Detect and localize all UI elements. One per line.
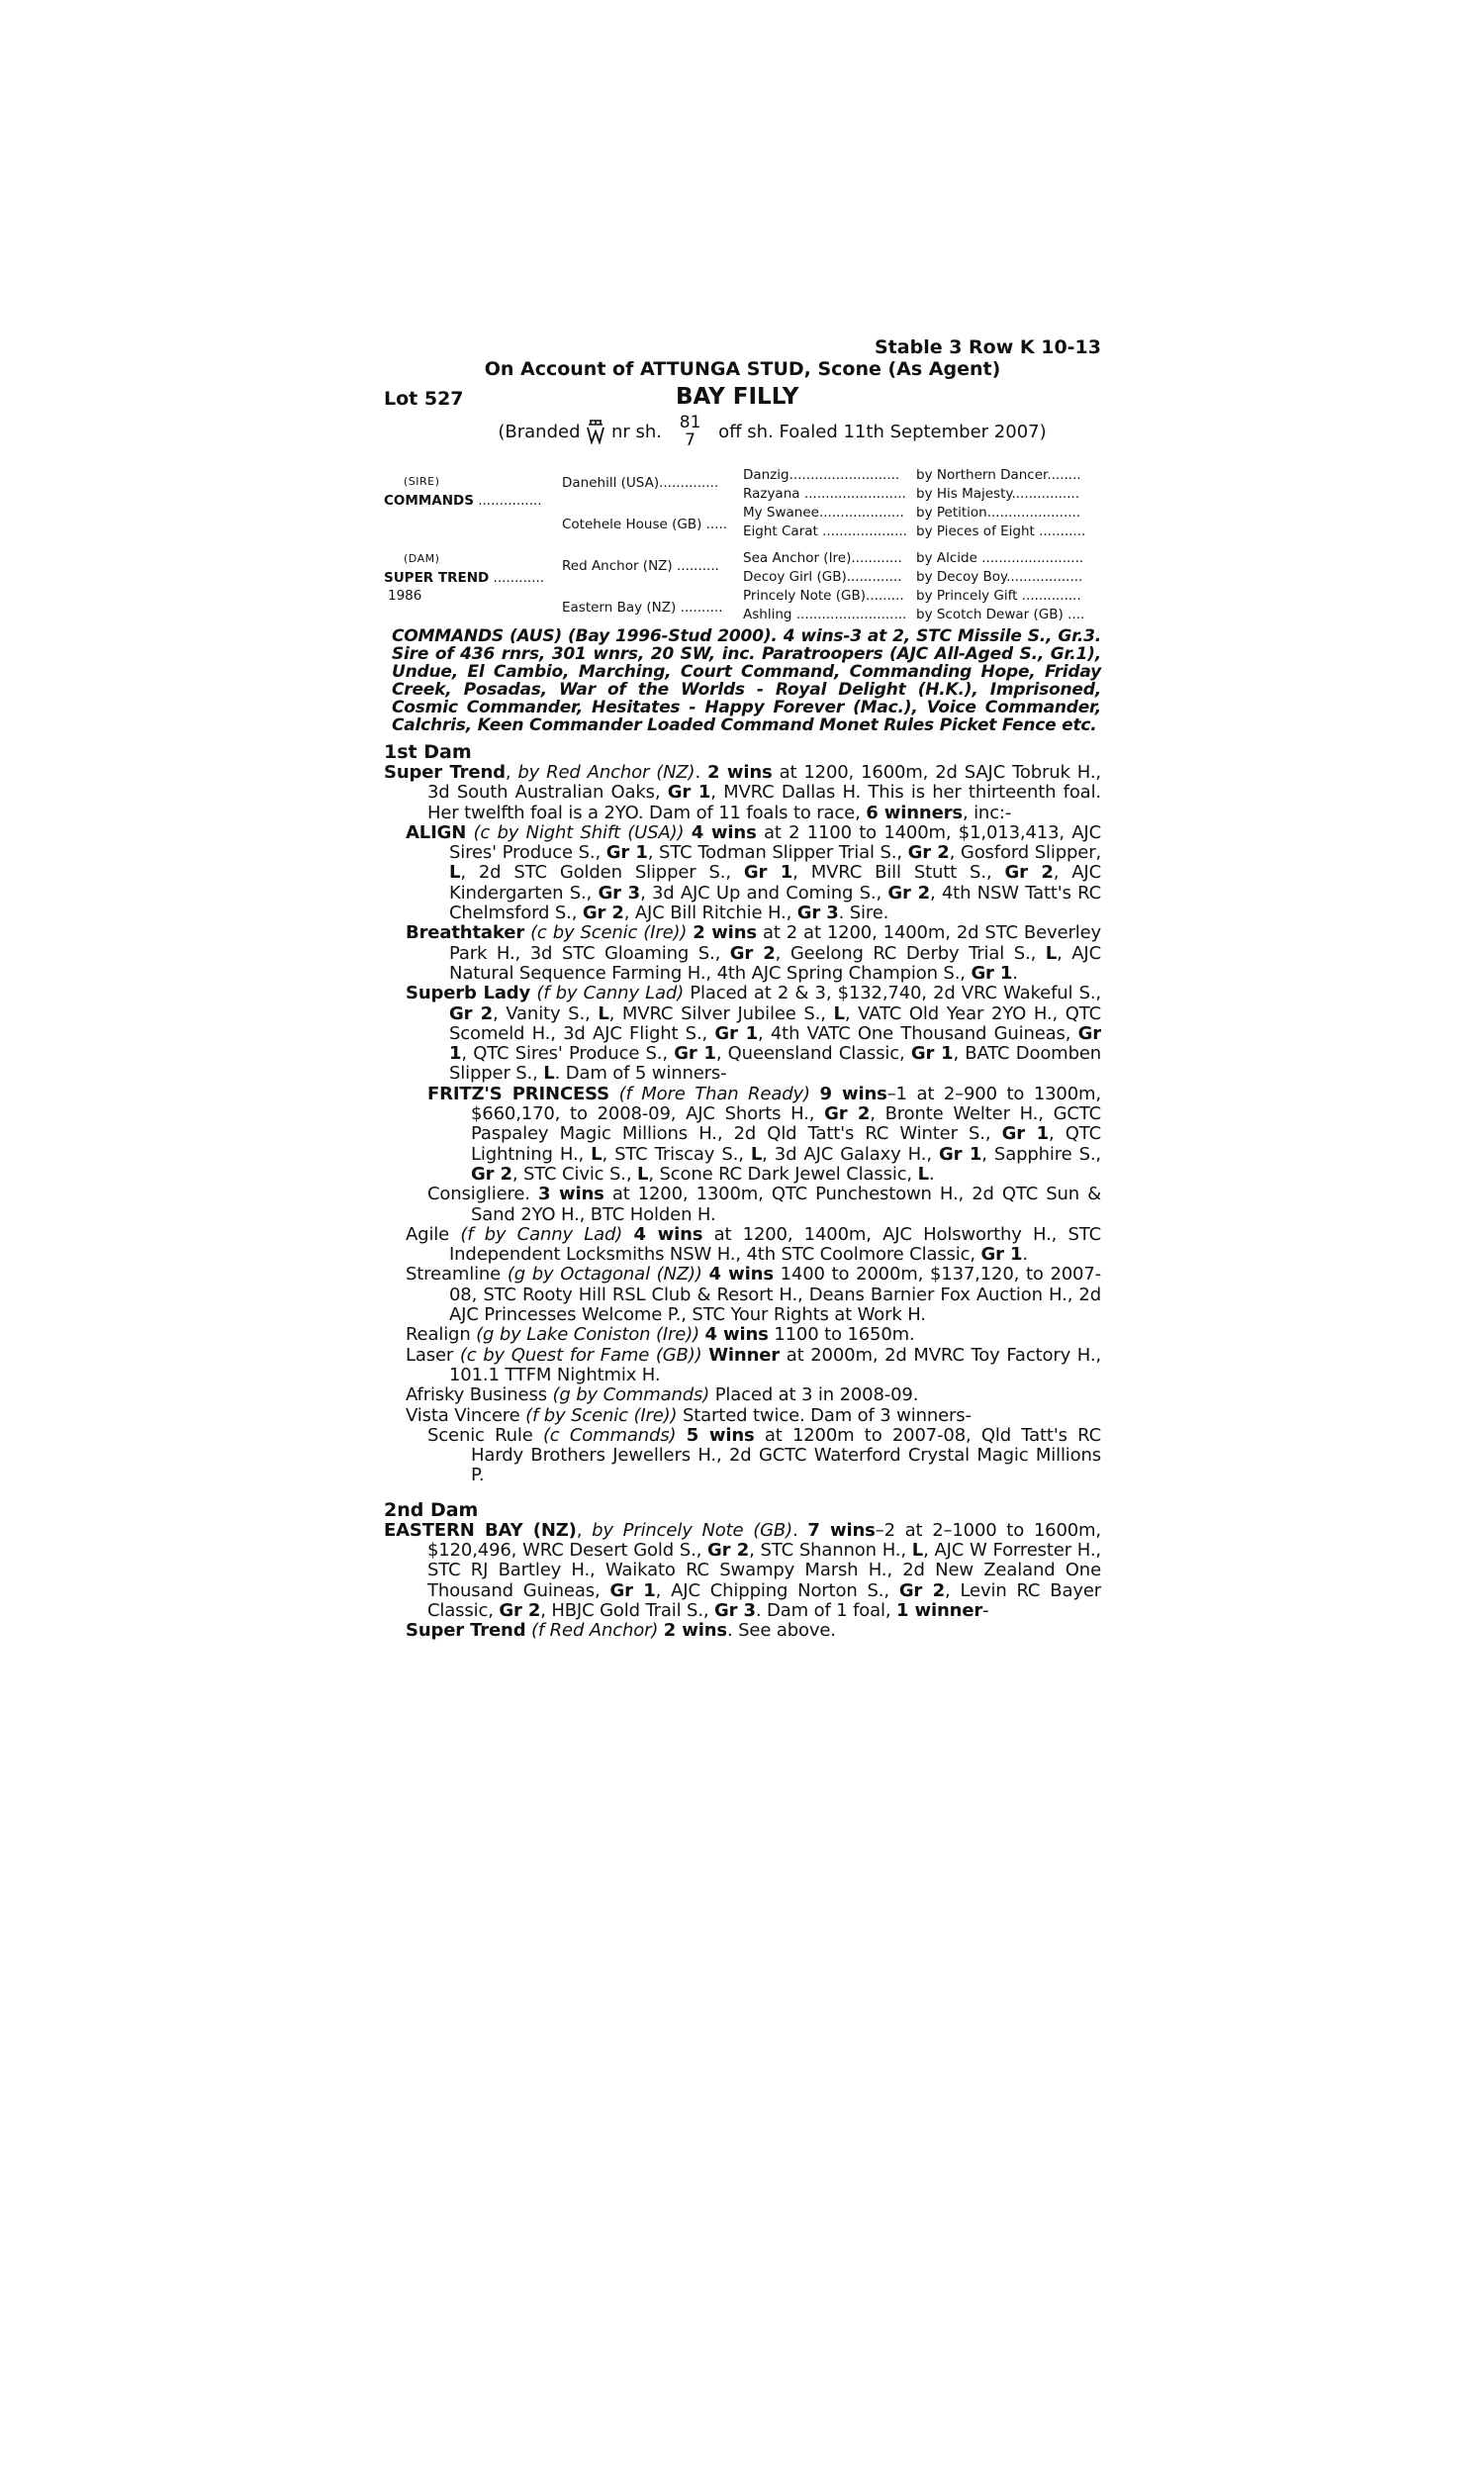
- pedigree-gen2: Red Anchor (NZ) ..........: [562, 558, 719, 574]
- race-record-entry: Realign (g by Lake Coniston (Ire)) 4 wins 1100 to 1650m.: [406, 1324, 915, 1346]
- second-dam-entries: [384, 1521, 1101, 1642]
- pedigree-gen4: by Petition......................: [916, 505, 1081, 521]
- pedigree-gen3: Eight Carat ....................: [743, 523, 907, 539]
- pedigree-gen4: by Pieces of Eight ...........: [916, 523, 1086, 539]
- sire-tag: (SIRE): [404, 475, 440, 488]
- race-record-entry: Laser (c by Quest for Fame (GB)) Winner at 2000m, 2d MVRC Toy Factory H., 101.1 TTFM Nightmix H.: [406, 1344, 1102, 1385]
- pedigree-gen3: Razyana ........................: [743, 486, 906, 502]
- brand-mid: nr sh.: [610, 421, 663, 442]
- race-record-entry: Super Trend, by Red Anchor (NZ). 2 wins at 1200, 1600m, 2d SAJC Tobruk H., 3d South Australian Oaks, Gr 1, MVRC Dallas H. This is her thirteenth foal. Her twelfth foal is a 2YO. Dam of 11 foals to race, 6 winners, inc:-: [384, 762, 1101, 823]
- sire-summary: COMMANDS (AUS) (Bay 1996-Stud 2000). 4 wins-3 at 2, STC Missile S., Gr.3. Sire of 436 rnrs, 301 wnrs, 20 SW, inc. Paratroopers (AJC All-Aged S., Gr.1), Undue, El Cambio, Marching, Court Command, Commanding Hope, Friday Creek, Posadas, War of the Worlds - Royal Delight (H.K.), Imprisoned, Cosmic Commander, Hesitates - Happy Forever (Mac.), Voice Commander, Calchris, Keen Commander Loaded Command Monet Rules Picket Fence etc.: [392, 626, 1101, 735]
- pedigree-gen3: Danzig..........................: [743, 467, 900, 483]
- dam-tag: (DAM): [404, 552, 440, 565]
- pedigree-gen4: by Northern Dancer........: [916, 467, 1081, 483]
- race-record-entry: Super Trend (f Red Anchor) 2 wins. See above.: [406, 1620, 836, 1642]
- pedigree-gen4: by Decoy Boy..................: [916, 569, 1083, 585]
- pedigree-gen4: by His Majesty................: [916, 486, 1080, 502]
- brand-mark-icon: [586, 419, 605, 444]
- stable-location: Stable 3 Row K 10-13: [875, 336, 1101, 358]
- vendor-account: On Account of ATTUNGA STUD, Scone (As Agent): [484, 358, 1001, 380]
- dam-name: SUPER TREND ............: [384, 570, 545, 586]
- pedigree-gen3: Decoy Girl (GB).............: [743, 569, 902, 585]
- race-record-entry: Vista Vincere (f by Scenic (Ire)) Started twice. Dam of 3 winners-: [406, 1404, 972, 1426]
- pedigree-gen3: Princely Note (GB).........: [743, 588, 904, 604]
- lot-row: [384, 384, 1101, 414]
- pedigree-gen4: by Alcide ........................: [916, 550, 1084, 566]
- lot-number: Lot 527: [384, 388, 464, 410]
- fraction-denominator: 7: [685, 430, 696, 450]
- pedigree-gen4: by Scotch Dewar (GB) ....: [916, 607, 1085, 622]
- catalogue-page: [384, 336, 1101, 1641]
- fraction-numerator: 81: [679, 413, 701, 432]
- race-record-entry: Consigliere. 3 wins at 1200, 1300m, QTC Punchestown H., 2d QTC Sun & Sand 2YO H., BTC Holden H.: [427, 1184, 1101, 1225]
- second-dam-heading: 2nd Dam: [384, 1498, 479, 1521]
- race-record-entry: EASTERN BAY (NZ), by Princely Note (GB). 7 wins–2 at 2–1000 to 1600m, $120,496, WRC Desert Gold S., Gr 2, STC Shannon H., L, AJC W Forrester H., STC RJ Bartley H., Waikato RC Swampy Marsh H., 2d New Zealand One Thousand Guineas, Gr 1, AJC Chipping Norton S., Gr 2, Levin RC Bayer Classic, Gr 2, HBJC Gold Trail S., Gr 3. Dam of 1 foal, 1 winner-: [384, 1519, 1102, 1621]
- race-record-entry: Streamline (g by Octagonal (NZ)) 4 wins 1400 to 2000m, $137,120, to 2007-08, STC Rooty Hill RSL Club & Resort H., Deans Barnier Fox Auction H., 2d AJC Princesses Welcome P., STC Your Rights at Work H.: [406, 1264, 1102, 1326]
- pedigree-gen4: by Princely Gift ..............: [916, 588, 1081, 604]
- pedigree-gen2: Danehill (USA)..............: [562, 475, 719, 491]
- first-dam-entries: [384, 763, 1101, 1486]
- race-record-entry: Superb Lady (f by Canny Lad) Placed at 2 & 3, $132,740, 2d VRC Wakeful S., Gr 2, Vanity S., L, MVRC Silver Jubilee S., L, VATC Old Year 2YO H., QTC Scomeld H., 3d AJC Flight S., Gr 1, 4th VATC One Thousand Guineas, Gr 1, QTC Sires' Produce S., Gr 1, Queensland Classic, Gr 1, BATC Doomben Slipper S., L. Dam of 5 winners-: [406, 983, 1102, 1085]
- race-record-entry: Agile (f by Canny Lad) 4 wins at 1200, 1400m, AJC Holsworthy H., STC Independent Locksmiths NSW H., 4th STC Coolmore Classic, Gr 1.: [406, 1223, 1101, 1266]
- brand-prefix: (Branded: [498, 421, 581, 442]
- brand-suffix: off sh. Foaled 11th September 2007): [718, 421, 1047, 442]
- first-dam-heading: 1st Dam: [384, 741, 472, 763]
- sire-name: COMMANDS ...............: [384, 493, 542, 509]
- pedigree-gen2: Cotehele House (GB) .....: [562, 517, 728, 532]
- race-record-entry: Afrisky Business (g by Commands) Placed at 3 in 2008-09.: [406, 1384, 919, 1406]
- dam-year: 1986: [388, 588, 422, 604]
- race-record-entry: Breathtaker (c by Scenic (Ire)) 2 wins at 2 at 1200, 1400m, 2d STC Beverley Park H., 3d STC Gloaming S., Gr 2, Geelong RC Derby Trial S., L, AJC Natural Sequence Farming H., 4th AJC Spring Champion S., Gr 1.: [406, 922, 1101, 984]
- pedigree-gen3: My Swanee....................: [743, 505, 904, 521]
- pedigree-gen3: Ashling ..........................: [743, 607, 907, 622]
- brand-fraction: [680, 414, 701, 449]
- lot-title: BAY FILLY: [676, 384, 799, 410]
- race-record-entry: FRITZ'S PRINCESS (f More Than Ready) 9 wins–1 at 2–900 to 1300m, $660,170, to 2008-09, AJC Shorts H., Gr 2, Bronte Welter H., GCTC Paspaley Magic Millions H., 2d Qld Tatt's RC Winter S., Gr 1, QTC Lightning H., L, STC Triscay S., L, 3d AJC Galaxy H., Gr 1, Sapphire S., Gr 2, STC Civic S., L, Scone RC Dark Jewel Classic, L.: [427, 1083, 1102, 1185]
- pedigree-gen3: Sea Anchor (Ire)............: [743, 550, 902, 566]
- pedigree-gen2: Eastern Bay (NZ) ..........: [562, 600, 723, 616]
- brand-line: [443, 414, 1101, 451]
- race-record-entry: Scenic Rule (c Commands) 5 wins at 1200m to 2007-08, Qld Tatt's RC Hardy Brothers Jewellers H., 2d GCTC Waterford Crystal Magic Millions P.: [427, 1424, 1102, 1486]
- pedigree-table: [384, 465, 1101, 621]
- race-record-entry: ALIGN (c by Night Shift (USA)) 4 wins at 2 1100 to 1400m, $1,013,413, AJC Sires' Produce S., Gr 1, STC Todman Slipper Trial S., Gr 2, Gosford Slipper, L, 2d STC Golden Slipper S., Gr 1, MVRC Bill Stutt S., Gr 2, AJC Kindergarten S., Gr 3, 3d AJC Up and Coming S., Gr 2, 4th NSW Tatt's RC Chelmsford S., Gr 2, AJC Bill Ritchie H., Gr 3. Sire.: [406, 821, 1102, 924]
